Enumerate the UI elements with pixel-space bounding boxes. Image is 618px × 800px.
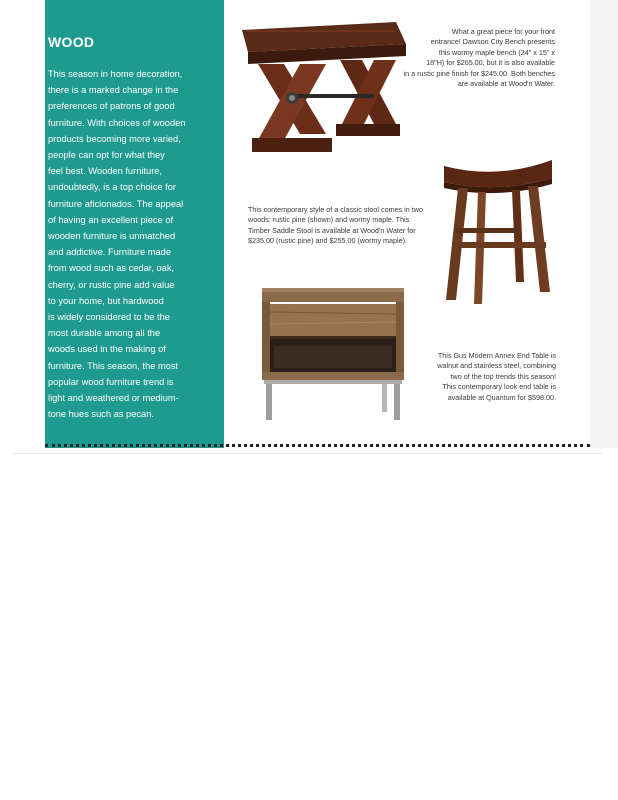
caption-line: This contemporary look end table is (442, 382, 556, 392)
article-line: light and weathered or medium- (48, 393, 179, 404)
article-line: undoubtedly, is a top choice for (48, 182, 176, 193)
caption-line: woods: rustic pine (shown) and wormy maple. This (248, 215, 410, 225)
caption-line: What a great piece for your front (451, 27, 555, 36)
article-line: from wood such as cedar, oak, (48, 263, 175, 274)
article-line: furniture aficionados. The appeal (48, 198, 184, 209)
caption-line: two of the top trends this season! (450, 371, 556, 381)
article-line: people can opt for what they (48, 150, 165, 161)
caption-line: This contemporary style of a classic stool comes in two (248, 205, 423, 214)
page-bottom-line (12, 453, 602, 454)
article-line: there is a marked change in the (48, 85, 179, 96)
article-line: cherry, or rustic pine add value (48, 279, 175, 290)
caption-line: $235.00 (rustic pine) and $255.00 (wormy maple). (248, 236, 408, 246)
page-edge-strip (590, 0, 618, 448)
article-line: and addictive. Furniture made (48, 247, 171, 258)
end-table-caption (425, 351, 556, 403)
article-line: popular wood furniture trend is (48, 376, 174, 387)
article-line: tone hues such as pecan. (48, 409, 154, 420)
article-line: products becoming more varied, (48, 133, 181, 144)
article-line: to your home, but hardwood (48, 295, 164, 306)
article-line: furniture. With choices of wooden (48, 117, 186, 128)
caption-line: in a rustic pine finish for $245.00. Both benches (403, 68, 555, 78)
article-line: furniture. This season, the most (48, 360, 179, 371)
dawson-city-bench-image (236, 16, 408, 166)
article-line: This season in home decoration, (48, 69, 183, 79)
stool-caption (248, 205, 424, 247)
caption-line: 18"H) for $265.00, but it is also available (426, 58, 555, 68)
gus-modern-annex-end-table-image (260, 286, 406, 424)
article-line: wooden furniture is unmatched (48, 231, 176, 242)
sidebar-article-text (48, 66, 216, 422)
bench-caption (395, 27, 555, 89)
caption-line: walnut and stainless steel, combining (437, 361, 556, 371)
article-line: preferences of patrons of good (48, 101, 175, 112)
article-line: woods used in the making of (48, 344, 166, 355)
article-line: is widely considered to be the (48, 312, 170, 323)
sidebar-heading: WOOD (48, 34, 95, 50)
caption-line: Timber Saddle Stool is available at Wood'n Water for (248, 225, 416, 235)
article-line: feel best. Wooden furniture, (48, 166, 163, 177)
article-line: most durable among all the (48, 328, 161, 339)
caption-line: this wormy maple bench (24" x 15" x (438, 47, 555, 57)
dotted-divider (45, 444, 590, 447)
caption-line: This Gus Modern Annex End Table is (437, 351, 556, 360)
timber-saddle-stool-image (438, 154, 558, 306)
caption-line: are available at Wood'n Water. (457, 79, 555, 89)
caption-line: entrance! Dawson City Bench presents (430, 37, 555, 47)
article-line: of having an excellent piece of (48, 214, 174, 225)
caption-line: available at Quantum for $598.00. (447, 392, 556, 402)
